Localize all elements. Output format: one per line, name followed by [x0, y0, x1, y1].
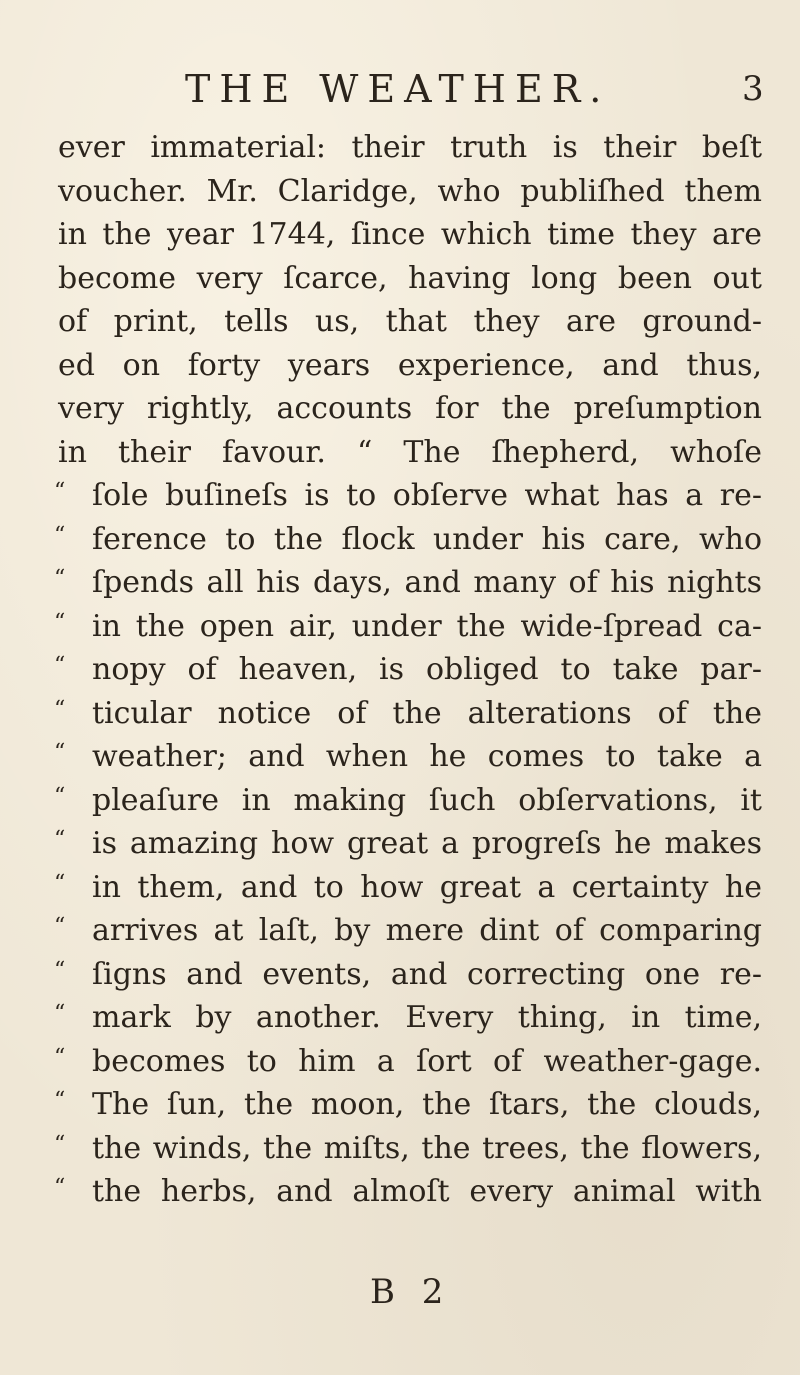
quoted-line	[0, 692, 800, 736]
line-text: the winds, the miſts, the trees, the flowers,	[92, 1130, 762, 1166]
text-line	[0, 213, 800, 257]
quote-mark: “	[54, 870, 66, 896]
line-text: ſpends all his days, and many of his nights	[92, 565, 762, 600]
quote-mark: “	[54, 609, 66, 635]
line-text: ference to the flock under his care, who	[92, 521, 762, 557]
quoted-line	[0, 518, 800, 562]
text-line	[0, 344, 800, 388]
line-text: ticular notice of the alterations of the	[92, 695, 762, 731]
line-text: ſigns and events, and correcting one re-	[92, 956, 762, 992]
signature-mark: B 2	[370, 1272, 452, 1312]
quote-mark: “	[54, 1088, 66, 1113]
quote-mark: “	[54, 957, 66, 983]
quote-mark: “	[54, 566, 66, 591]
line-text: arrives at laſt, by mere dint of comparing	[92, 913, 762, 948]
quoted-line	[0, 779, 800, 823]
quote-mark: “	[54, 783, 66, 809]
quoted-line	[0, 561, 800, 605]
quote-mark: “	[54, 653, 66, 678]
line-text: in the open air, under the wide-ſpread ca-	[92, 608, 762, 644]
quoted-line	[0, 605, 800, 649]
quoted-line	[0, 909, 800, 953]
quote-mark: “	[54, 479, 66, 504]
quoted-line	[0, 953, 800, 997]
line-text: the herbs, and almoſt every animal with	[92, 1174, 762, 1209]
quoted-line	[0, 474, 800, 518]
quote-mark: “	[54, 522, 66, 548]
quote-mark: “	[54, 1044, 66, 1070]
text-line	[0, 431, 800, 475]
line-text: ed on forty years experience, and thus,	[58, 347, 762, 383]
quote-mark: “	[54, 740, 66, 765]
quote-mark: “	[54, 1001, 66, 1026]
quoted-line	[0, 1170, 800, 1214]
quote-mark: “	[54, 696, 66, 722]
line-text: ever immaterial: their truth is their beſt	[58, 130, 762, 165]
line-text: very rightly, accounts for the preſumption	[58, 391, 762, 426]
quoted-line	[0, 735, 800, 779]
quoted-line	[0, 1127, 800, 1171]
line-text: is amazing how great a progreſs he makes	[92, 826, 762, 861]
text-line	[0, 170, 800, 214]
line-text: pleaſure in making ſuch obſervations, it	[92, 782, 762, 818]
running-title: THE WEATHER.	[185, 67, 611, 111]
line-text: in them, and to how great a certainty he	[92, 869, 762, 905]
line-text: become very ſcarce, having long been out	[58, 260, 762, 296]
text-line	[0, 387, 800, 431]
quoted-line	[0, 1083, 800, 1127]
line-text: weather; and when he comes to take a	[92, 739, 762, 774]
quote-mark: “	[54, 914, 66, 939]
quote-mark: “	[54, 1175, 66, 1200]
quote-mark: “	[54, 827, 66, 852]
running-head	[0, 64, 800, 114]
quoted-line	[0, 996, 800, 1040]
body-text	[0, 126, 800, 1214]
line-text: in the year 1744, ſince which time they are	[58, 217, 762, 252]
quoted-line	[0, 1040, 800, 1084]
quote-mark: “	[54, 1131, 66, 1157]
text-line	[0, 257, 800, 301]
line-text: voucher. Mr. Claridge, who publiſhed them	[58, 173, 762, 209]
text-line	[0, 126, 800, 170]
text-line	[0, 300, 800, 344]
line-text: of print, tells us, that they are ground-	[58, 304, 762, 339]
line-text: becomes to him a ſort of weather-gage.	[92, 1043, 762, 1079]
quoted-line	[0, 866, 800, 910]
line-text: ſole buſineſs is to obſerve what has a re-	[92, 478, 762, 513]
page-number: 3	[742, 69, 764, 109]
quoted-line	[0, 648, 800, 692]
line-text: in their favour. “ The ſhepherd, whoſe	[58, 434, 762, 470]
line-text: nopy of heaven, is obliged to take par-	[92, 652, 762, 687]
line-text: mark by another. Every thing, in time,	[92, 1000, 762, 1035]
line-text: The ſun, the moon, the ſtars, the clouds,	[92, 1087, 762, 1122]
quoted-line	[0, 822, 800, 866]
